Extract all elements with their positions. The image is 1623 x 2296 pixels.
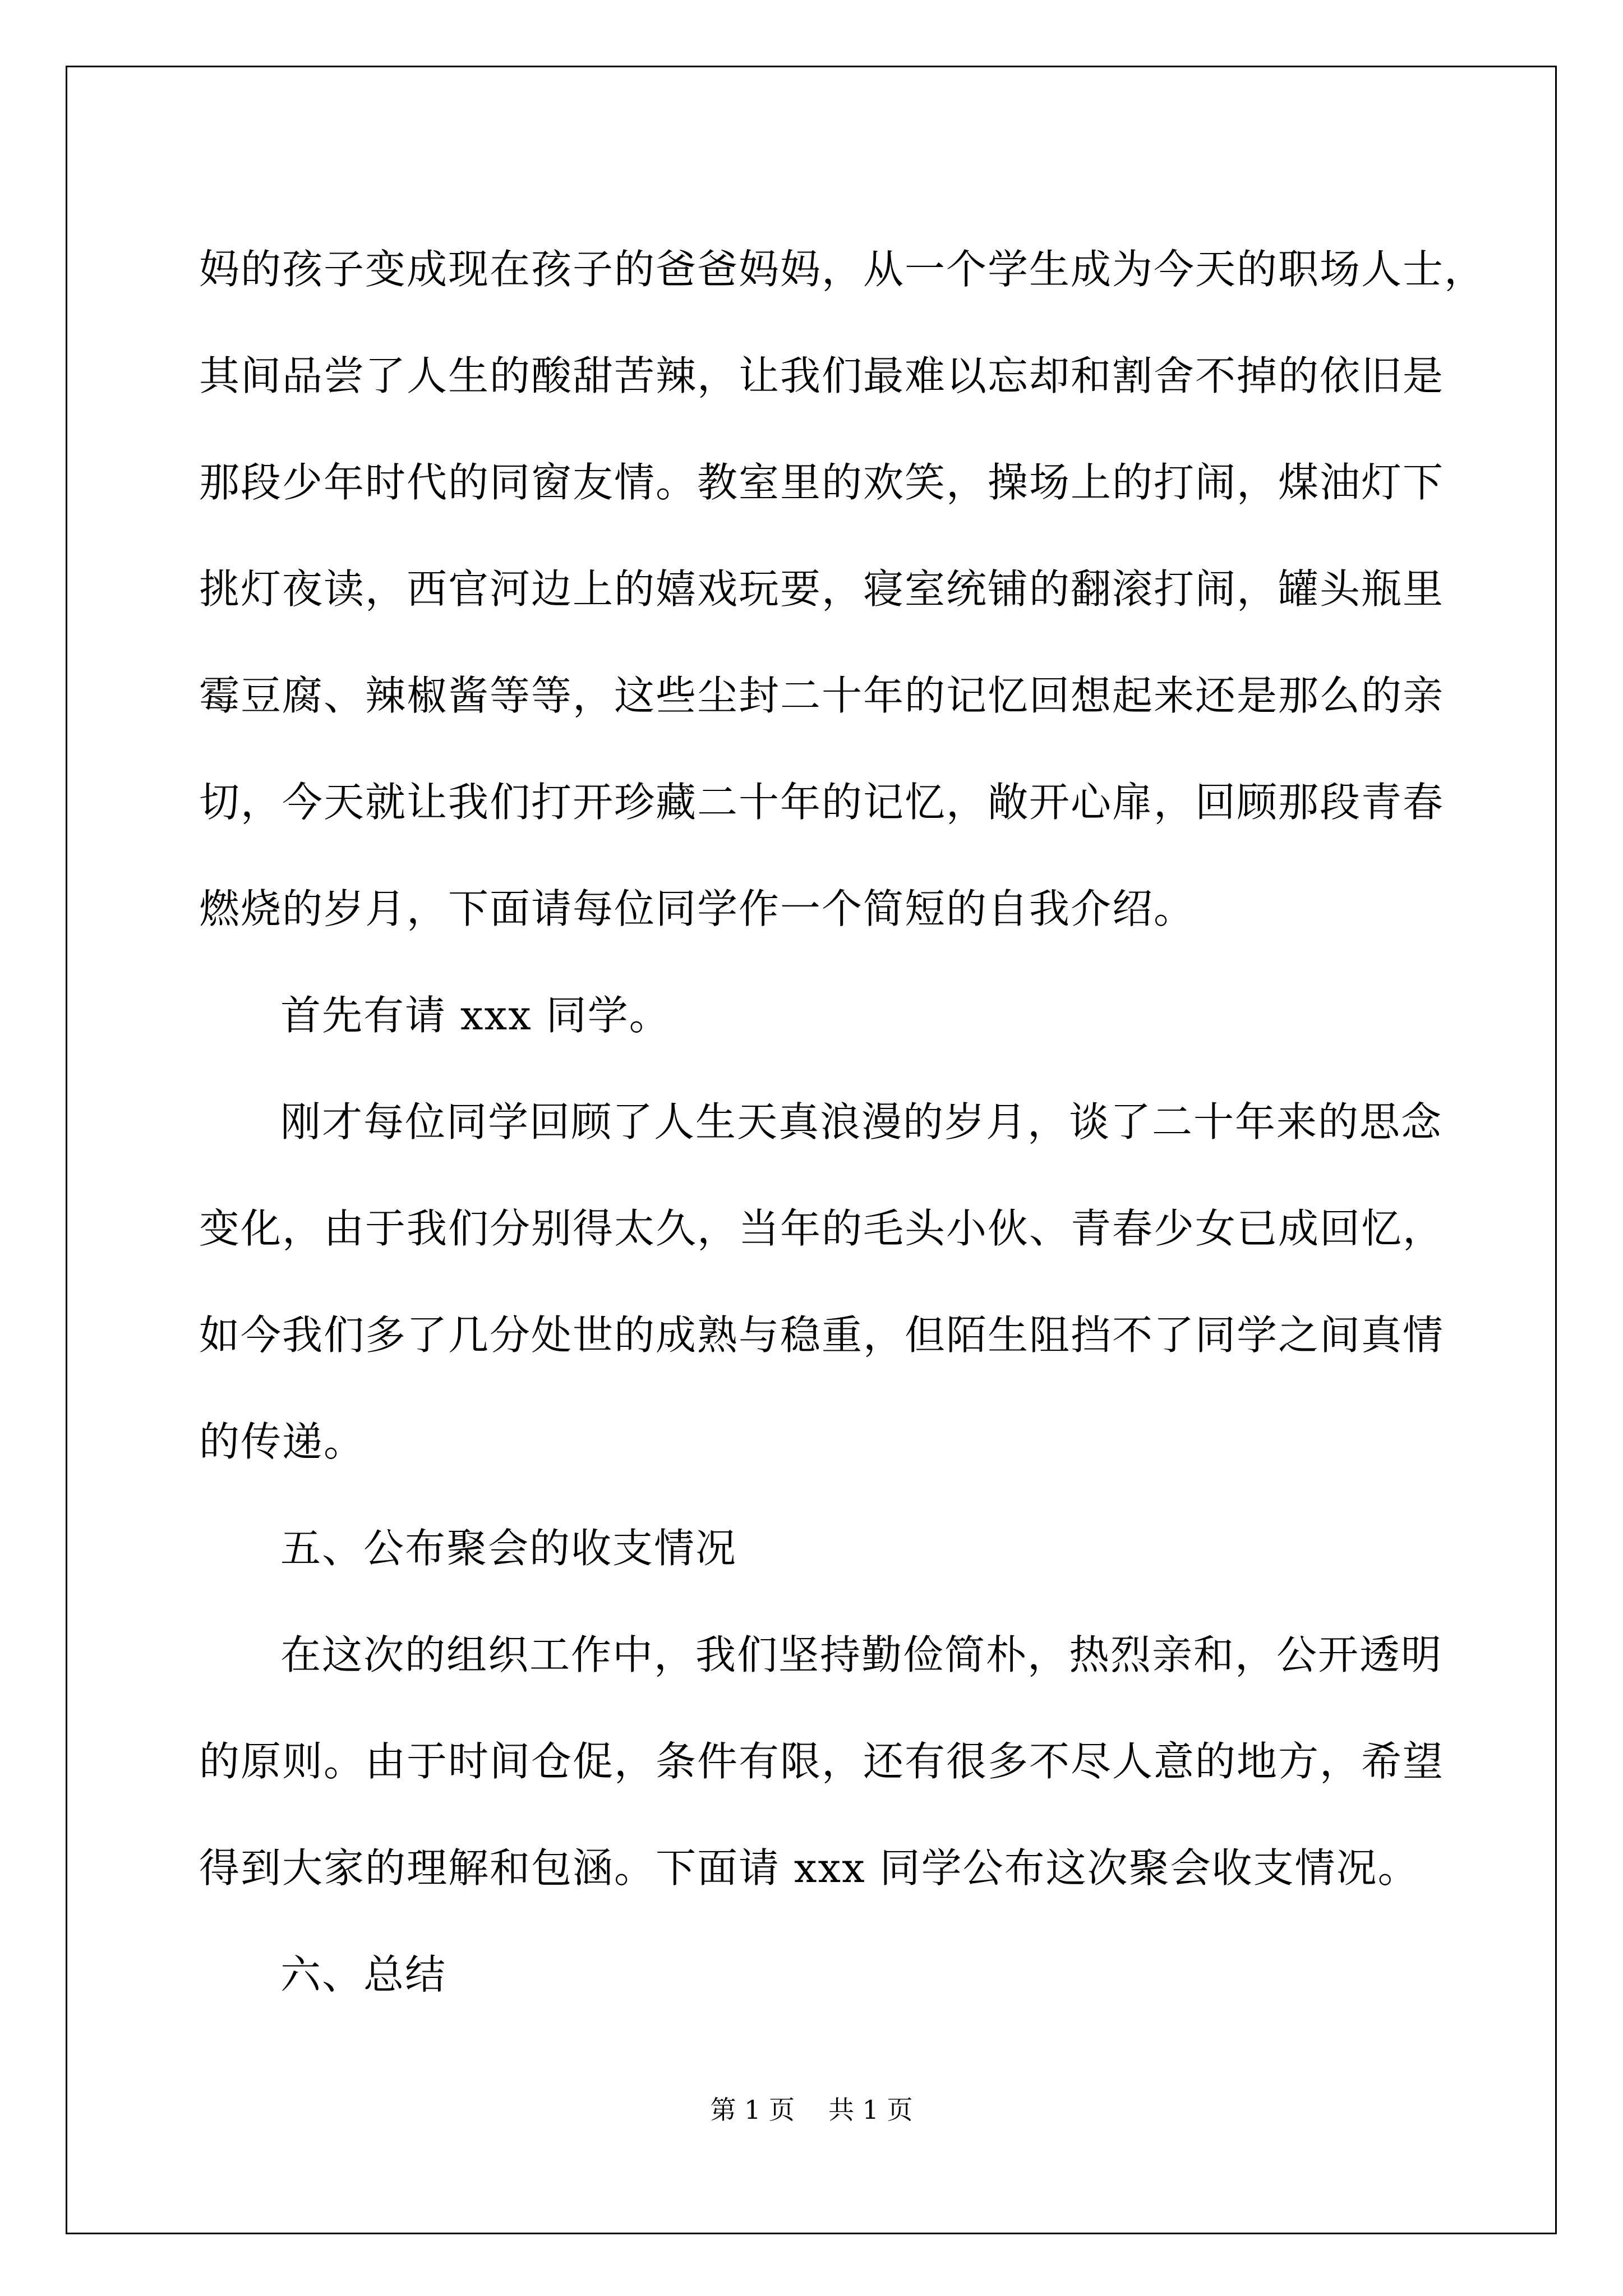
text-line: 刚才每位同学回顾了人生天真浪漫的岁月，谈了二十年来的思念: [280, 1098, 1443, 1145]
text-line: 首先有请 xxx 同学。: [280, 992, 671, 1039]
text-line: 如今我们多了几分处世的成熟与稳重，但陌生阻挡不了同学之间真情: [199, 1312, 1445, 1359]
text-line: 得到大家的理解和包涵。下面请 xxx 同学公布这次聚会收支情况。: [199, 1844, 1419, 1892]
document-body: [199, 216, 1486, 2028]
page-number-total: 共 1 页: [828, 2095, 913, 2125]
text-line: 变化，由于我们分别得太久，当年的毛头小伙、青春少女已成回忆，: [199, 1205, 1445, 1252]
text-line: 切，今天就让我们打开珍藏二十年的记忆，敞开心扉，回顾那段青春: [199, 779, 1445, 826]
text-line: 在这次的组织工作中，我们坚持勤俭简朴，热烈亲和，公开透明: [280, 1631, 1443, 1678]
text-line: 霉豆腐、辣椒酱等等，这些尘封二十年的记忆回想起来还是那么的亲: [199, 672, 1445, 719]
text-line: 五、公布聚会的收支情况: [280, 1525, 737, 1572]
page-footer: [0, 2090, 1623, 2127]
text-line: 燃烧的岁月，下面请每位同学作一个简短的自我介绍。: [199, 885, 1196, 932]
text-line: 妈的孩子变成现在孩子的爸爸妈妈，从一个学生成为今天的职场人士，: [199, 246, 1486, 293]
text-line: 六、总结: [280, 1951, 447, 1998]
page-number-current: 第 1 页: [710, 2095, 795, 2125]
text-line: 的传递。: [199, 1418, 366, 1465]
text-line: 挑灯夜读，西官河边上的嬉戏玩要，寝室统铺的翻滚打闹，罐头瓶里: [199, 565, 1445, 613]
text-line: 的原则。由于时间仓促，条件有限，还有很多不尽人意的地方，希望: [199, 1738, 1445, 1785]
text-line: 那段少年时代的同窗友情。教室里的欢笑，操场上的打闹，煤油灯下: [199, 459, 1445, 506]
text-line: 其间品尝了人生的酸甜苦辣，让我们最难以忘却和割舍不掉的依旧是: [199, 352, 1445, 399]
